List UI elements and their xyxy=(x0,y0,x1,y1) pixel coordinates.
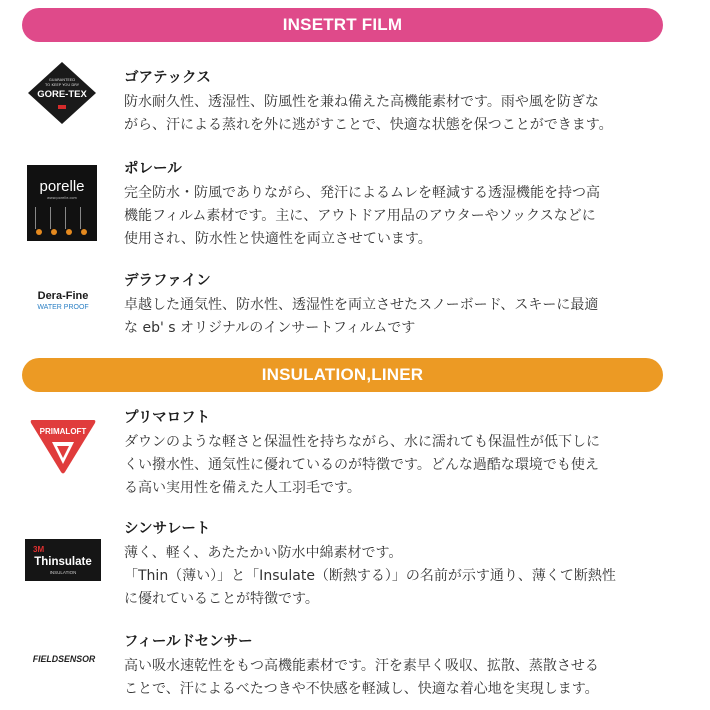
description-line: 防水耐久性、透湿性、防風性を兼ね備えた高機能素材です。雨や風を防ぎな xyxy=(124,94,599,110)
section-heading-insulation-liner: INSULATION,LINER xyxy=(22,358,663,392)
description-line: 完全防水・防風でありながら、発汗によるムレを軽減する透湿機能を持つ高 xyxy=(124,185,600,201)
material-name: シンサレート xyxy=(124,521,211,537)
description-line: 機能フィルム素材です。主に、アウトドア用品のアウターやソックスなどに xyxy=(124,208,596,224)
material-description xyxy=(124,91,669,137)
goretex-logo-text: GORE-TEX xyxy=(37,89,87,100)
description-line: 高い吸水速乾性をもつ高機能素材です。汗を素早く吸収、拡散、蒸散させる xyxy=(124,658,599,674)
description-line: に優れていることが特徴です。 xyxy=(124,591,319,607)
derafine-logo xyxy=(26,285,100,315)
material-description xyxy=(124,182,669,251)
material-name: デラファイン xyxy=(124,273,211,289)
description-line: 「Thin（薄い）」と「Insulate（断熱する）」の名前が示す通り、薄くて断熱性 xyxy=(124,568,616,584)
thinsulate-logo-text: Thinsulate xyxy=(34,556,92,568)
porelle-logo xyxy=(27,165,97,241)
fieldsensor-logo-text: FIELDSENSOR xyxy=(32,654,96,664)
description-line: 使用され、防水性と快適性を両立させています。 xyxy=(124,231,432,247)
description-line: くい撥水性、通気性に優れているのが特徴です。どんな過酷な環境でも使え xyxy=(124,457,599,473)
fieldsensor-logo xyxy=(22,650,106,666)
material-name: プリマロフト xyxy=(124,410,211,426)
primaloft-logo xyxy=(28,414,98,476)
description-line: 卓越した通気性、防水性、透湿性を両立させたスノーボード、スキーに最適 xyxy=(124,297,599,313)
thinsulate-logo xyxy=(25,539,101,581)
derafine-logo-text: Dera-Fine xyxy=(37,290,89,302)
goretex-logo-top2-text: TO KEEP YOU DRY xyxy=(44,82,80,87)
section-heading-insert-film: INSETRT FILM xyxy=(22,8,663,42)
description-line: がら、汗による蒸れを外に逃がすことで、快適な状態を保つことができます。 xyxy=(124,117,613,133)
description-line: 薄く、軽く、あたたかい防水中綿素材です。 xyxy=(124,545,403,561)
material-name: フィールドセンサー xyxy=(124,634,253,650)
material-description xyxy=(124,431,669,500)
material-description xyxy=(124,294,669,340)
porelle-logo-text: porelle xyxy=(39,178,85,195)
primaloft-logo-text: PRIMALOFT xyxy=(39,427,87,436)
porelle-logo-url: www.porelle.com xyxy=(47,196,77,200)
thinsulate-logo-sub: INSULATION xyxy=(49,570,77,575)
material-description xyxy=(124,655,669,701)
description-line: る高い実用性を備えた人工羽毛です。 xyxy=(124,480,361,496)
description-line: な eb' s オリジナルのインサートフィルムです xyxy=(124,320,416,336)
description-line: ダウンのような軽さと保温性を持ちながら、水に濡れても保温性が低下しに xyxy=(124,434,600,450)
material-name: ゴアテックス xyxy=(124,70,211,86)
description-line: ことで、汗によるべたつきや不快感を軽減し、快適な着心地を実現します。 xyxy=(124,681,599,697)
thinsulate-logo-3m: 3M xyxy=(33,545,45,554)
derafine-logo-sub: WATER PROOF xyxy=(37,304,89,311)
goretex-logo-top-text: GUARANTEED xyxy=(48,77,76,82)
material-name: ポレール xyxy=(124,161,182,177)
goretex-logo xyxy=(24,60,100,126)
material-description xyxy=(124,542,669,611)
